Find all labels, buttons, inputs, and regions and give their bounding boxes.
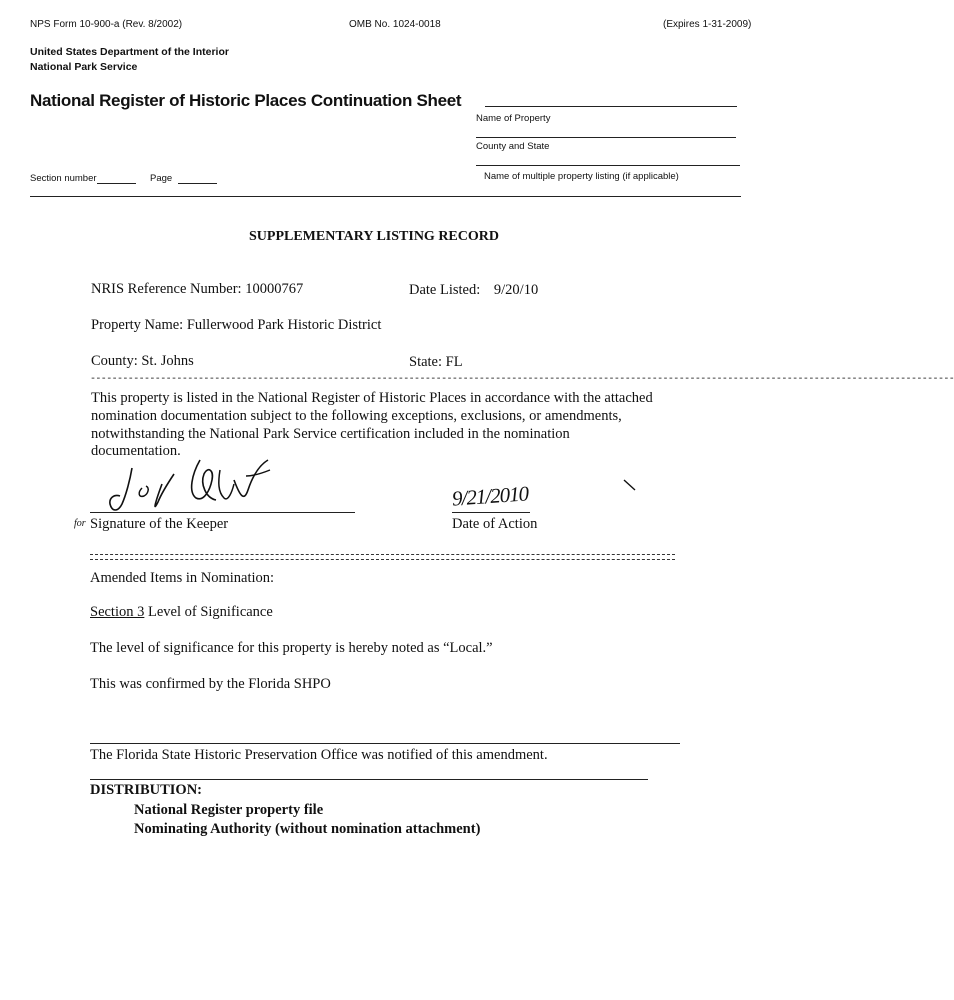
shpo-confirmation: This was confirmed by the Florida SHPO <box>90 676 331 692</box>
expiration-date: (Expires 1-31-2009) <box>663 19 752 30</box>
nris-label: NRIS Reference Number: <box>91 281 242 297</box>
signature-prefix: for <box>74 518 86 529</box>
section-amendment <box>90 604 273 621</box>
amendments-heading: Amended Items in Nomination: <box>90 570 275 586</box>
header-divider <box>30 196 741 197</box>
double-divider <box>90 554 675 560</box>
section-number-line <box>97 183 136 184</box>
property-label: Property Name: <box>91 317 184 333</box>
statement-line-2: nomination documentation subject to the following exceptions, exclusions, or amendments, <box>91 408 622 424</box>
notification-top-line <box>90 743 680 744</box>
county <box>91 353 194 370</box>
shpo-notification: The Florida State Historic Preservation Office was notified of this amendment. <box>90 747 548 763</box>
page-title: National Register of Historic Places Continuation Sheet <box>30 91 462 110</box>
property-name <box>91 317 381 334</box>
signature-line <box>90 512 355 513</box>
county-state-line <box>476 137 736 138</box>
name-of-property-line <box>485 106 737 107</box>
notification-bottom-line <box>90 779 648 780</box>
agency-name: National Park Service <box>30 61 138 73</box>
section-title: Level of Significance <box>148 604 273 620</box>
date-listed-label: Date Listed: <box>409 282 481 298</box>
action-date-handwritten: 9/21/2010 <box>451 481 529 511</box>
county-label: County: <box>91 353 138 369</box>
state-value: FL <box>445 354 463 370</box>
page-number-line <box>178 183 217 184</box>
omb-number: OMB No. 1024-0018 <box>349 19 441 30</box>
statement-line-3: notwithstanding the National Park Service certification included in the nomination <box>91 426 570 442</box>
page-label: Page <box>150 173 173 184</box>
name-of-property-label: Name of Property <box>476 113 551 124</box>
multiple-listing-line <box>476 165 740 166</box>
county-value: St. Johns <box>141 353 194 369</box>
date-of-action-label: Date of Action <box>452 516 538 532</box>
nris-value: 10000767 <box>245 281 304 297</box>
section-reference: Section 3 <box>90 604 145 620</box>
distribution-heading: DISTRIBUTION: <box>90 782 202 798</box>
statement-line-4: documentation. <box>91 443 181 459</box>
date-listed-value: 9/20/10 <box>493 282 539 298</box>
section-number-label: Section number <box>30 173 97 184</box>
record-heading: SUPPLEMENTARY LISTING RECORD <box>249 229 499 244</box>
form-id: NPS Form 10-900-a (Rev. 8/2002) <box>30 19 183 30</box>
state <box>409 354 463 371</box>
distribution-item-1: National Register property file <box>134 802 324 818</box>
action-date-line <box>452 512 530 513</box>
multiple-listing-label: Name of multiple property listing (if applicable) <box>484 171 679 182</box>
state-label: State: <box>409 354 443 370</box>
significance-statement: The level of significance for this property is hereby noted as “Local.” <box>90 640 493 656</box>
nris-reference <box>91 281 303 298</box>
pen-mark <box>622 478 638 492</box>
distribution-item-2: Nominating Authority (without nomination attachment) <box>134 821 481 837</box>
property-value: Fullerwood Park Historic District <box>186 317 382 333</box>
statement-line-1: This property is listed in the National Register of Historic Places in accordance with the attached <box>91 390 653 406</box>
county-state-label: County and State <box>476 141 550 152</box>
signature-label: Signature of the Keeper <box>90 516 229 532</box>
date-listed <box>409 282 538 299</box>
department-name: United States Department of the Interior <box>30 46 229 58</box>
dashed-divider: ---------------------------------------------------------------------------------------------------------------------------------------------------------------- <box>90 374 954 385</box>
